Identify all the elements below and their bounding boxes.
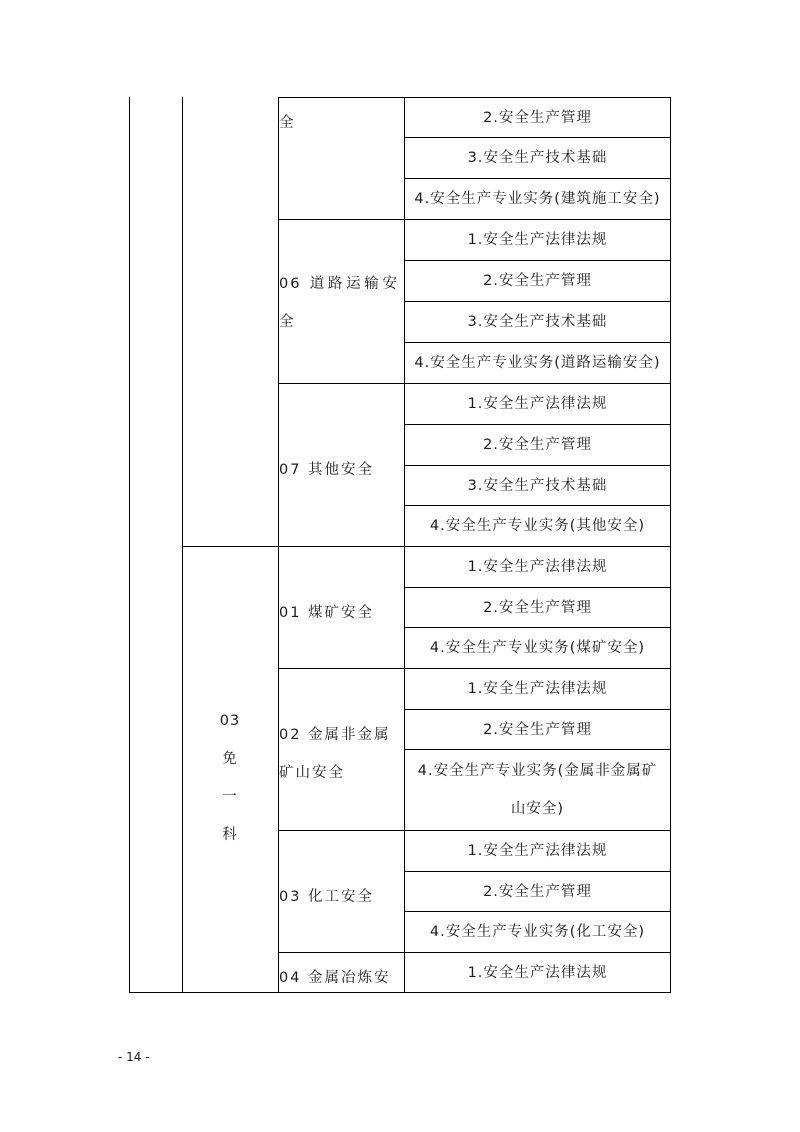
subject-cell: 全 bbox=[279, 115, 296, 131]
course-item: 3.安全生产技术基础 bbox=[467, 150, 608, 166]
exam-subject-table bbox=[129, 97, 671, 993]
category-line: 免 bbox=[222, 751, 238, 767]
subject-cell: 03 化工安全 bbox=[279, 889, 375, 905]
course-item: 2.安全生产管理 bbox=[483, 437, 592, 453]
course-item: 1.安全生产法律法规 bbox=[467, 232, 608, 248]
course-item: 4.安全生产专业实务(煤矿安全) bbox=[429, 640, 646, 656]
category-line: 03 bbox=[219, 713, 241, 729]
course-item: 1.安全生产法律法规 bbox=[467, 559, 608, 575]
course-item: 1.安全生产法律法规 bbox=[467, 681, 608, 697]
course-item: 3.安全生产技术基础 bbox=[467, 477, 608, 494]
course-item: 1.安全生产法律法规 bbox=[467, 964, 608, 981]
course-item: 4.安全生产专业实务(化工安全) bbox=[429, 924, 646, 940]
category-line: 一 bbox=[222, 789, 238, 805]
category-line: 科 bbox=[222, 827, 238, 843]
course-item: 4.安全生产专业实务(其他安全) bbox=[429, 518, 646, 534]
course-item: 2.安全生产管理 bbox=[483, 721, 592, 738]
course-item: 4.安全生产专业实务(建筑施工安全) bbox=[414, 191, 661, 207]
subject-cell: 02 金属非金属矿山安全 bbox=[279, 727, 391, 781]
course-item: 2.安全生产管理 bbox=[483, 883, 592, 900]
course-item: 4.安全生产专业实务(金属非金属矿山安全) bbox=[417, 763, 658, 817]
course-item: 2.安全生产管理 bbox=[483, 273, 592, 289]
course-item: 2.安全生产管理 bbox=[483, 599, 592, 616]
course-item: 2.安全生产管理 bbox=[483, 109, 592, 126]
subject-cell: 01 煤矿安全 bbox=[279, 605, 375, 621]
subject-cell: 04 金属冶炼安 bbox=[279, 970, 391, 986]
course-item: 4.安全生产专业实务(道路运输安全) bbox=[414, 355, 661, 371]
course-item: 1.安全生产法律法规 bbox=[467, 843, 608, 859]
page-number: - 14 - bbox=[118, 1050, 150, 1064]
subject-cell: 06 道路运输安全 bbox=[279, 276, 399, 330]
subject-cell: 07 其他安全 bbox=[279, 462, 375, 478]
course-item: 1.安全生产法律法规 bbox=[467, 396, 608, 412]
course-item: 3.安全生产技术基础 bbox=[467, 314, 608, 330]
